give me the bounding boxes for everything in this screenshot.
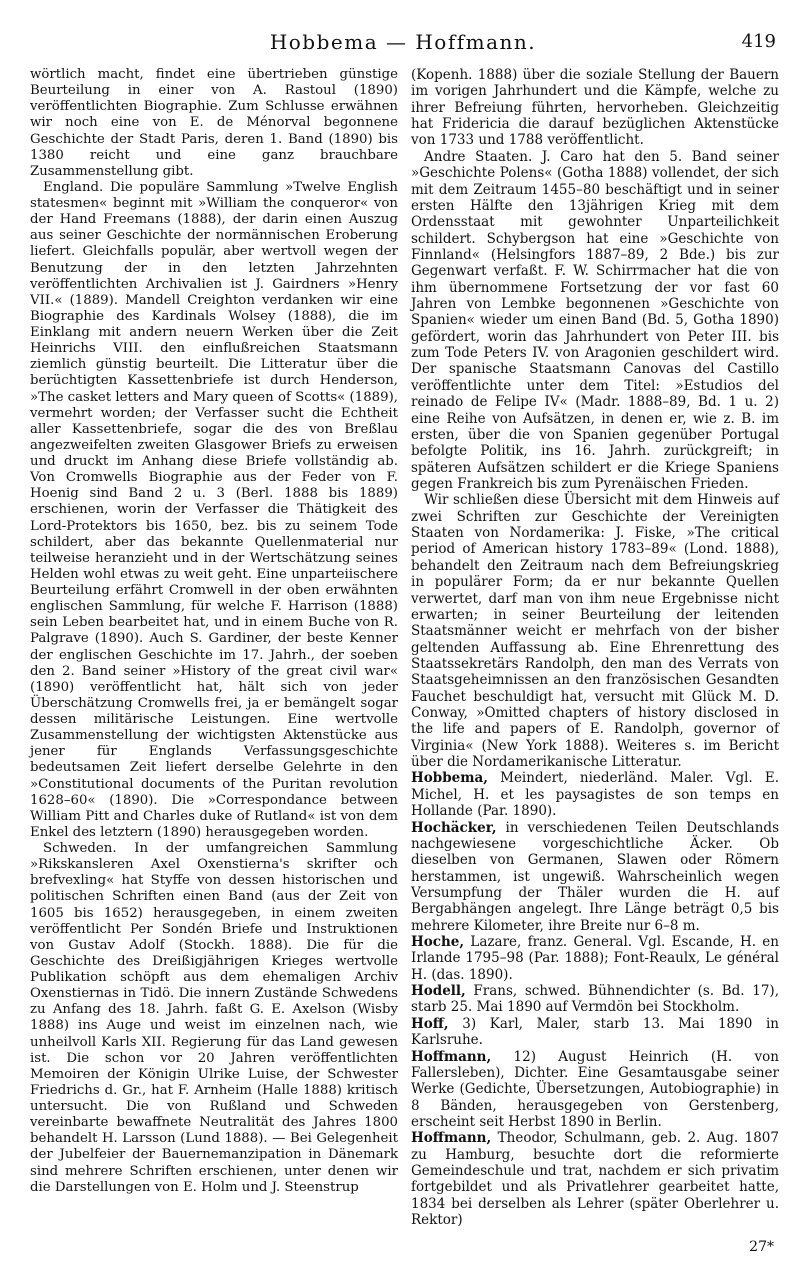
left-column [30, 67, 398, 1196]
page-number: 419 [741, 31, 776, 52]
entry-hoche [411, 934, 779, 983]
entry-body: 12) August Heinrich (H. von Fallersleben), Dichter. Eine Gesamtausgabe seiner Werke (Gedichte, Übersetzungen, Autobiographie) in 8 Bänden, herausgegeben von Gerstenberg, erscheint seit Herbst 1890 in Berlin. [411, 1048, 779, 1130]
paragraph: (Kopenh. 1888) über die soziale Stellung der Bauern im vorigen Jahrhundert und die Kämpfe, welche zu ihrer Befreiung führten, hervorheben. Gleichzeitig hat Fridericia die darauf bezüglichen Aktenstücke von 1733 und 1788 veröffentlicht. [411, 67, 779, 149]
entry-headword: Hobbema, [411, 770, 488, 787]
running-title: Hobbema — Hoffmann. [269, 30, 537, 54]
entry-headword: Hoffmann, [411, 1130, 492, 1147]
entry-body: in verschiedenen Teilen Deutschlands nachgewiesene vorgeschichtliche Äcker. Ob dieselben von Germanen, Slawen oder Römern herstammen, ist ungewiß. Wahrscheinlich wegen Versumpfung der Thäler wurden die H. auf Bergabhängen angelegt. Ihre Länge beträgt 0,5 bis mehrere Kilometer, ihre Breite nur 6–8 m. [411, 819, 779, 934]
entry-hoff [411, 1016, 779, 1049]
right-column [411, 67, 779, 1229]
entry-hobbema [411, 770, 779, 819]
paragraph: Andre Staaten. J. Caro hat den 5. Band seiner »Geschichte Polens« (Gotha 1888) vollendet, der sich mit dem Zeitraum 1455–80 beschäftigt und in seiner ersten Hälfte den 13jährigen Krieg mit dem Ordensstaat mit gewohnter Unparteilichkeit schildert. Schybergson hat eine »Geschichte von Finnland« (Helsingfors 1887–89, 2 Bde.) bis zur Gegenwart verfaßt. F. W. Schirrmacher hat die von ihm übernommene Fortsetzung der vor fast 60 Jahren von Lembke begonnenen »Geschichte von Spanien« wieder um einen Band (Bd. 5, Gotha 1890) gefördert, worin das Jahrhundert von Peter III. bis zum Tode Peters IV. von Aragonien geschildert wird. Der spanische Staatsmann Canovas del Castillo veröffentlichte unter dem Titel: »Estudios del reinado de Felipe IV« (Madr. 1888–89, Bd. 1 u. 2) eine Reihe von Aufsätzen, in denen er, wie z. B. im ersten, über die von Spanien gegenüber Portugal befolgte Politik, ins 16. Jahrh. zurückgreift; in späteren Aufsätzen schildert er die Kriege Spaniens gegen Frankreich bis zum Pyrenäischen Frieden. [411, 148, 779, 492]
entry-headword: Hoche, [411, 934, 465, 951]
entry-headword: Hodell, [411, 983, 466, 1000]
entry-hoffmann-august [411, 1049, 779, 1131]
paragraph: England. Die populäre Sammlung »Twelve English statesmen« beginnt mit »William the conqueror« von der Hand Freemans (1888), der darin einen Auszug aus seiner Geschichte der normännischen Eroberung liefert. Gleichfalls populär, aber wertvoll wegen der Benutzung der in den letzten Jahrzehnten veröffentlichten Archivalien ist J. Gairdners »Henry VII.« (1889). Mandell Creighton verdanken wir eine Biographie des Kardinals Wolsey (1888), die im Einklang mit andern neuern Werken über die Zeit Heinrichs VIII. den einflußreichen Staatsmann ziemlich günstig beurteilt. Die Litteratur über die berüchtigten Kassettenbriefe ist durch Henderson, »The casket letters and Mary queen of Scotts« (1889), vermehrt worden; der Verfasser sucht die Echtheit aller Kassettenbriefe, sogar die des von Breßlau angezweifelten zweiten Glasgower Briefs zu erweisen und druckt im Anhang diese Briefe vollständig ab. Von Cromwells Biographie aus der Feder von F. Hoenig sind Band 2 u. 3 (Berl. 1888 bis 1889) erschienen, worin der Verfasser die Thätigkeit des Lord-Protektors bis 1650, bez. bis zu seinem Tode schildert, aber das bekannte Quellenmaterial nur teilweise heranzieht und in der Wertschätzung seines Helden wohl etwas zu weit geht. Eine unparteiischere Beurteilung erfährt Cromwell in der oben erwähnten englischen Sammlung, für welche F. Harrison (1888) sein Leben bearbeitet hat, und in einem Buche von R. Palgrave (1890). Auch S. Gardiner, der beste Kenner der englischen Geschichte im 17. Jahrh., der soeben den 2. Band seiner »History of the great civil war« (1890) veröffentlicht hat, hält sich von jeder Überschätzung Cromwells frei, ja er bemängelt sogar dessen militärische Leistungen. Eine wertvolle Zusammenstellung der wichtigsten Aktenstücke aus jener für Englands Verfassungsgeschichte bedeutsamen Zeit liefert derselbe Gelehrte in den »Constitutional documents of the Puritan revolution 1628–60« (1890). Die »Correspondance between William Pitt and Charles duke of Rutland« ist von dem Enkel des letztern (1890) herausgegeben worden. [30, 179, 398, 840]
entry-headword: Hoffmann, [411, 1048, 492, 1065]
entry-hoffmann-theodor [411, 1130, 779, 1228]
entry-body: Frans, schwed. Bühnendichter (s. Bd. 17), starb 25. Mai 1890 auf Vermdön bei Stockholm. [411, 983, 779, 1016]
paragraph: wörtlich macht, findet eine übertrieben günstige Beurteilung in einer von A. Rastoul (1890) veröffentlichten Biographie. Zum Schlusse erwähnen wir noch eine von E. de Ménorval begonnene Geschichte der Stadt Paris, deren 1. Band (1890) bis 1380 reicht und eine ganz brauchbare Zusammenstellung gibt. [30, 67, 398, 179]
entry-body: 3) Karl, Maler, starb 13. Mai 1890 in Karlsruhe. [411, 1015, 779, 1049]
entry-headword: Hoff, [411, 1015, 449, 1032]
entry-body: Meindert, niederländ. Maler. Vgl. E. Michel, H. et les paysagistes de son temps en Hollande (Par. 1890). [411, 770, 779, 820]
entry-body: Lazare, franz. General. Vgl. Escande, H. en Irlande 1795–98 (Par. 1888); Font-Reaulx, Le général H. (das. 1890). [411, 934, 779, 983]
page-header [30, 28, 776, 56]
entry-hochaecker [411, 820, 779, 935]
entry-headword: Hochäcker, [411, 819, 497, 836]
paragraph: Wir schließen diese Übersicht mit dem Hinweis auf zwei Schriften zur Geschichte der Vereinigten Staaten von Nordamerika: J. Fiske, »The critical period of American history 1783–89« (Lond. 1888), behandelt den Zeitraum nach dem Befreiungskrieg in populärer Form; da er nur bekannte Quellen verwertet, darf man von ihm neue Ergebnisse nicht erwarten; in seiner Beurteilung der leitenden Staatsmänner weicht er mehrfach von der bisher geltenden Auffassung ab. Eine Ehrenrettung des Staatssekretärs Randolph, den man des Verrats von Staatsgeheimnissen an den französischen Gesandten Fauchet beschuldigt hat, versucht mit Glück M. D. Conway, »Omitted chapters of history disclosed in the life and papers of E. Randolph, governor of Virginia« (New York 1888). Weiteres s. im Bericht über die Nordamerikanische Litteratur. [411, 492, 779, 771]
paragraph: Schweden. In der umfangreichen Sammlung »Rikskansleren Axel Oxenstierna's skrifter och brefvexling« hat Styffe von dessen historischen und politischen Schriften einen Band (aus der Zeit von 1605 bis 1652) herausgegeben, in einem zweiten veröffentlicht Per Sondén Briefe und Instruktionen von Gustav Adolf (Stockh. 1888). Die für die Geschichte des Dreißigjährigen Krieges wertvolle Publikation schöpft aus dem ehemaligen Archiv Oxenstiernas in Tidö. Die innern Zustände Schwedens zu Anfang des 18. Jahrh. faßt G. E. Axelson (Wisby 1888) ins Auge und weist im einzelnen nach, wie unheilvoll Karls XII. Regierung für das Land gewesen ist. Die schon vor 20 Jahren veröffentlichten Memoiren der Königin Ulrike Luise, der Schwester Friedrichs d. Gr., hat F. Arnheim (Halle 1888) kritisch untersucht. Die von Rußland und Schweden vereinbarte bewaffnete Neutralität des Jahres 1800 behandelt H. Larsson (Lund 1888). — Bei Gelegenheit der Jubelfeier der Bauernemanzipation in Dänemark sind mehrere Schriften erschienen, unter denen wir die Darstellungen von E. Holm und J. Steenstrup [30, 841, 398, 1195]
signature-mark: 27* [749, 1239, 774, 1255]
entry-body: Theodor, Schulmann, geb. 2. Aug. 1807 zu Hamburg, besuchte dort die reformierte Gemeindeschule und trat, nachdem er sich privatim fortgebildet und als Privatlehrer gearbeitet hatte, 1834 bei derselben als Lehrer (später Oberlehrer u. Rektor) [411, 1130, 779, 1229]
entry-hodell [411, 983, 779, 1016]
